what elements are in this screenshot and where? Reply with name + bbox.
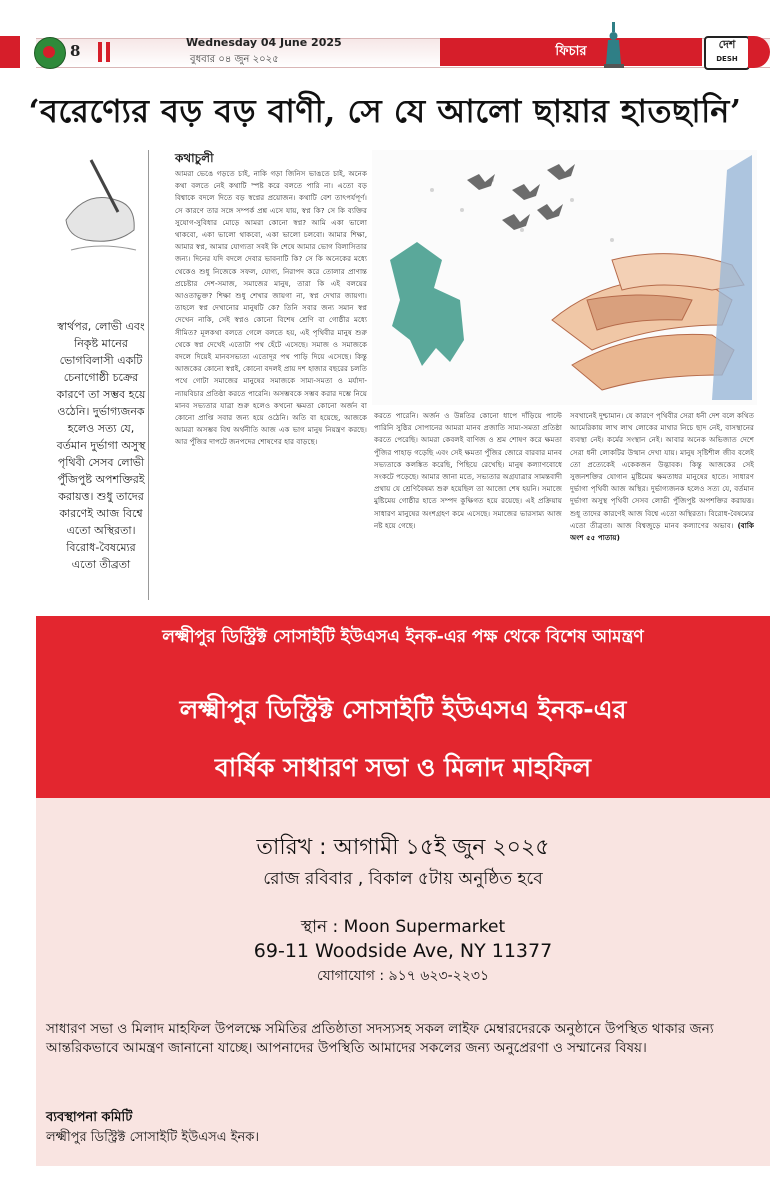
headline: ‘বরেণ্যের বড় বড় বাণী, সে যে আলো ছায়ার হাতছানি’ [28,92,742,130]
header-divider [98,42,102,62]
signature-committee: ব্যবস্থাপনা কমিটি [46,1110,133,1125]
page-number: 8 [70,42,81,60]
header-red-tab-left [0,36,20,68]
event-contact: যোগাযোগ : ৯১৭ ৬২৩-২২৩১ [316,968,490,984]
invitation-title-line-1: লক্ষ্মীপুর ডিস্ট্রিক্ট সোসাইটি ইউএসএ ইনক-এর [179,695,627,724]
date-english: Wednesday 04 June 2025 [186,36,342,49]
hand-writing-illustration [56,150,146,260]
header-divider-2 [106,42,110,62]
article-column-3 [570,410,754,600]
date-bangla: বুধবার ০৪ জুন ২০২৫ [190,54,279,65]
invitation-message: সাধারণ সভা ও মিলাদ মাহফিল উপলক্ষে সমিতির প্রতিষ্ঠাতা সদস্যসহ সকল লাইফ মেম্বারদেরকে অনুষ্ঠানে উপস্থিত থাকার জন্য আন্তরিকভাবে আমন্ত্রণ জানানো যাচ্ছে। আপনাদের উপস্থিতি আমাদের সকলের জন্য অনুপ্রেরণা ও সম্মানের বিষয়। [46,1021,714,1056]
event-address: 69-11 Woodside Ave, NY 11377 [253,940,553,962]
page-header [0,0,770,90]
event-venue: স্থান : Moon Supermarket [300,917,506,937]
statue-of-liberty-icon [600,20,628,68]
event-time: রোজ রবিবার , বিকাল ৫টায় অনুষ্ঠিত হবে [263,869,543,889]
article-column-2: করতে পারেনি। অর্জন ও উন্নতির কোনো ধাপে দাঁড়িয়ে পাল্টে পারিনি সুষ্ঠির সোপানের আমরা মানব প্রজাতি সাম্য-সমতা প্রতিষ্ঠা করতে পেরেছি। আমরা কেবলই বাণিজ ও শ্রম শোষণ করে ক্ষমতা পুঁজির পাহাড় গড়েছি এবং সেই ক্ষমতা পুঁজির জোরে বারবার মানব সভ্যতাকে কলঙ্কিত করেছি, পিছিয়ে রেখেছি। মানুষ কল্যাণবোধে সংকটে পড়েছে। আমার জানা মতে, সভ্যতার অগ্রযাত্রার সামন্তবাদী প্রথায় যে শ্রেণিবৈষম্য শুরু হয়েছিল তা আজো শেষ হয়নি। সমাজে মুষ্টিমেয় গোষ্ঠীর হাতে সম্পদ কুক্ষিগত হয়ে রয়েছে। এই প্রক্রিয়ায় সাধারণ মানুষের অংশগ্রহণ কমে এসেছে। সমাজের ভারসাম্য আজ নষ্ট হয়ে গেছে। [374,411,562,530]
signature-organization: লক্ষ্মীপুর ডিস্ট্রিক্ট সোসাইটি ইউএসএ ইনক। [46,1130,259,1145]
invitation-subtitle: লক্ষ্মীপুর ডিস্ট্রিক্ট সোসাইটি ইউএসএ ইনক-এর পক্ষ থেকে বিশেষ আমন্ত্রণ [162,627,644,647]
event-date: তারিখ : আগামী ১৫ই জুন ২০২৫ [256,835,550,860]
hands-map-illustration [372,150,757,405]
article-column-3-text: সবখানেই দুশ্চামান। যে কারণে পৃথিবীর সেরা ধনী দেশ বলে কথিত আমেরিকায় লাখ লাখ লোকের মাথার নিচে ছাদ নেই, বাসস্থানের ব্যবস্থা নেই। কর্মের সংস্থান নেই। আবার অনেক অভিজাত দেশে সেরা ধনী লোকটির উত্থান দেখা যায়। মানুষ সৃষ্টিশীল জীব বলেই তো প্রত্যেকেই একেকজন উদ্ভাবক। কিন্তু আজকের সেই সুজনশক্তির যোগান মুষ্টিমেয় ক্ষমতাধর মানুষের হাতে। সাধারণ দুর্ভাগা পৃথিবী আজ অস্থির। দুর্ভাগ্যজনক হলেও সত্য যে, বর্তমান দুর্ভাগা অসুস্থ পৃথিবী সেসব লোভী পুঁজিপুষ্ট অপশক্তির করায়ত্ত। শুধু তাদের কারণেই আজ বিশ্বে এতো অস্থিরতা। বিরোধ-বৈষম্যের এতো তীব্রতা। আজ বিশ্বজুড়ে মানব কল্যাণের অভাব। [570,411,754,530]
logo-text: দেশ [718,38,736,51]
byline: কথাচুলী [175,151,214,165]
section-label: ফিচার [440,38,702,66]
newspaper-logo [704,36,750,70]
article-column-1: আমরা ভেঙে গড়তে চাই, নাকি গড়া জিনিস ভাঙতে চাই, অনেক কথা বলতে নেই কথাটি স্পষ্ট করে বলতে পারি না। এতো বড় বিশ্বাকে বদলে দিতে বড় স্বপ্নের প্রয়োজন। কথাটি বেশ তাৎপর্যপূর্ণ। সে কারণে তার সঙ্গে সম্পর্ক প্রশ্ন এসে যায়, স্বপ্ন কি? সে কি ব্যক্তির সুযোগ-সুবিধার মোড়ে আমরা কোনো স্বপ্ন? আমি একা ভালো থাকবো, একা ভালো থাকবো, একা ভালো চলবো। আমার শিক্ষা, আমার স্বপ্ন, আমার যোগ্যতা সবই কি শেষে আমার ভোগ বিলাসিতার জন্য। দিনের যদি বদলে দেবার ভাবনাটি কি? সে কি অনেকের মধ্যে থেকেও শুধু নিজেকে সফল, যোগ্য, নিরাপদ করে তোলার প্রাণান্ত প্রচেষ্টার দেশ-সমাজ, সমাজের মানুষ, তারা কি এই বলয়ের আওতাভুক্ত? শিক্ষা শুধু শেখার জায়গা না, স্বপ্ন দেখার জায়গা। তাহলে স্বপ্ন দেখানোর মানুষটি কে? তিনি সবার জন্য সমান স্বপ্ন দেখেন নাকি, সেই স্বপ্নও কোনো বিশেষ শ্রেণি বা গোষ্ঠীর মধ্যে সীমিত? মূলকথা বলতে গেলে বলতে হয়, এই পৃথিবীর মানুষ শুরু থেকে স্বপ্ন দেখেই এতোটা পথ হেঁটে এসেছে। সমাজ ও সমাজকে বদলে দিয়েই মানবসভ্যতা এতোদূর পথ পাড়ি দিয়ে এসেছে। কিন্তু আজকের কোনো স্বপ্নই, কোনো বদলই প্রায় দশ হাজার বছরের চলতি পথে গোটা সমাজের মানুষের সমাজকে সাম্য-সমতা ও মর্যাদা-ন্যায়বিচার প্রতিষ্ঠা করতে পারেনি। অসম্ভবকে সম্ভব করার দম্ভে নিয়ে মানব সভ্যতার যাত্রা শুরু হলেও কখনো ক্ষমতা কোনো অর্জন বা কোনো প্রাপ্তি সবার জন্য হয়ে ওঠেনি। অতি বা হয়েছে, আজকে আমরা অসম্ভব বিশ্ব অর্থনীতি আজ এক ভাগ মানুষ নিয়ন্ত্রণ করছে। আর পুঁজির দাপটে জনপদের শোষণের হার বাড়ছে। [175,169,367,447]
pull-quote: স্বার্থপর, লোভী এবং নিকৃষ্ট মানের ভোগবিলাসী একটি চেনাগোষ্ঠী চক্রের কারণে তা সম্ভব হয়ে ওঠেনি। দুর্ভাগ্যজনক হলেও সত্য যে, বর্তমান দুর্ভাগা অসুস্থ পৃথিবী সেসব লোভী পুঁজিপুষ্ট অপশক্তিরই করায়ত্ত। শুধু তাদের কারণেই আজ বিশ্বে এতো অস্থিরতা। বিরোধ-বৈষম্যের এতো তীব্রতা [56,320,146,571]
invitation-title-line-2: বার্ষিক সাধারণ সভা ও মিলাদ মাহফিল [214,753,592,782]
continued-note: (বাকি অংশ ৫৫ পাতায়) [570,520,754,543]
logo-subtext: DESH [716,55,738,63]
flag-red-disc [43,46,55,58]
column-divider [148,150,149,600]
